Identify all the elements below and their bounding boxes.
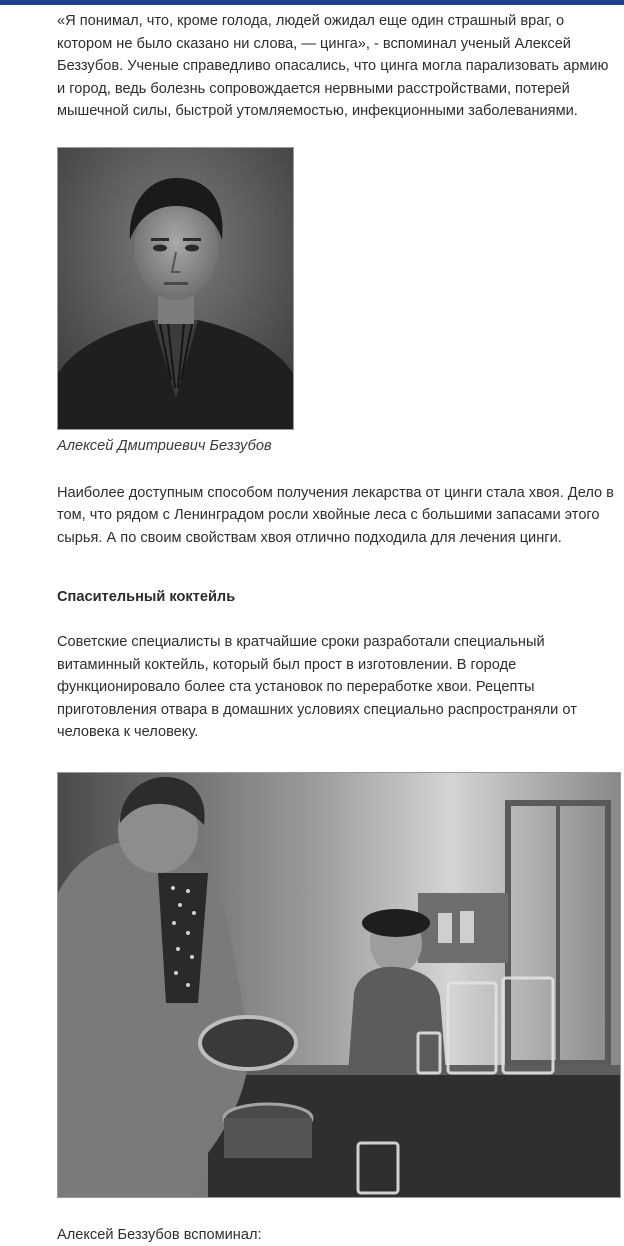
article-paragraph-2: Наиболее доступным способом получения лекарства от цинги стала хвоя. Дело в том, что рядом с Ленинградом росли хвойные леса с большими запасами этого сырья. А по своим свойствам хвоя отлично подходила для лечения цинги. (57, 482, 617, 550)
section-heading: Спасительный коктейль (57, 587, 617, 607)
top-accent-bar (0, 0, 624, 5)
article-paragraph-1: «Я понимал, что, кроме голода, людей ожидал еще один страшный враг, о котором не было сказано ни слова, — цинга», - вспоминал ученый Алексей Беззубов. Ученые справедливо опасались, что цинга могла парализовать армию и город, ведь болезнь сопровождается нервными расстройствами, потерей мышечной силы, быстрой утомляемостью, инфекционными заболеваниями. (57, 10, 617, 123)
photo-caption: Алексей Дмитриевич Беззубов (57, 436, 617, 456)
lab-photo-vitamin-cocktail (57, 772, 621, 1198)
lab-scene-illustration (58, 773, 620, 1197)
article-paragraph-3: Советские специалисты в кратчайшие сроки разработали специальный витаминный коктейль, который был прост в изготовлении. В городе функционировало более ста установок по переработке хвои. Рецепты приготовления отвара в домашних условиях специально распространяли от человека к человеку. (57, 631, 617, 744)
article-body (57, 10, 617, 1246)
article-paragraph-4: Алексей Беззубов вспоминал: (57, 1224, 617, 1246)
portrait-photo-bezzubov (57, 147, 294, 430)
portrait-illustration (58, 148, 293, 429)
